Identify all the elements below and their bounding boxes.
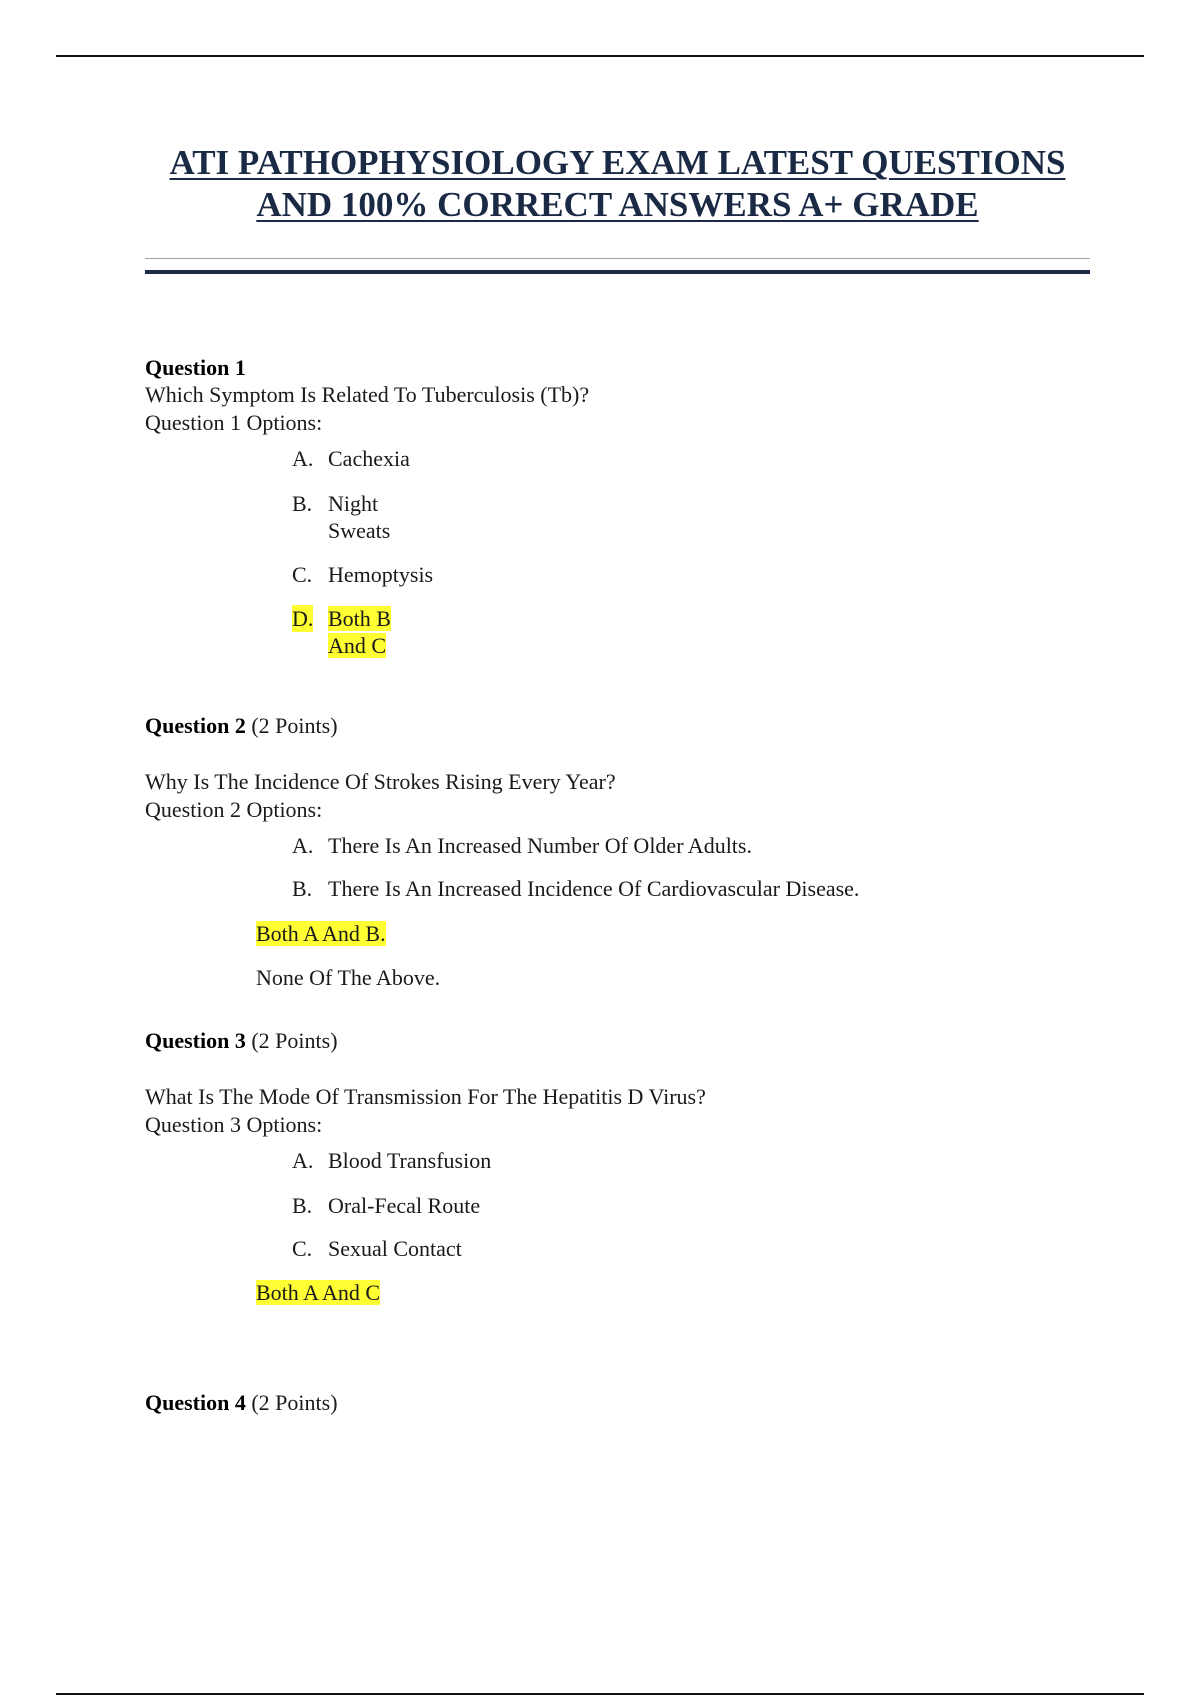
option-letter: B. [292,876,313,901]
option-letter: C. [292,562,313,587]
option-letter: D. [292,606,314,631]
document-title [145,142,1090,226]
option-text-line-2: And C [328,633,387,658]
title-line-1: ATI PATHOPHYSIOLOGY EXAM LATEST QUESTIONS [169,143,1066,182]
option-text: Both A And B. [256,921,386,946]
option-letter: A. [292,1148,314,1173]
option-text-line-1: Night [328,491,379,516]
question-3-options-label: Question 3 Options: [145,1112,323,1137]
option-letter: B. [292,491,313,516]
question-1-heading [145,354,246,381]
option-text [328,605,391,659]
option-text: Oral-Fecal Route [328,1193,481,1218]
question-3-heading [145,1027,338,1054]
title-line-2: AND 100% CORRECT ANSWERS A+ GRADE [256,185,979,224]
question-3-prompt: What Is The Mode Of Transmission For The Hepatitis D Virus? [145,1084,706,1109]
question-4-label: Question 4 [145,1390,246,1415]
question-2-option-none: None Of The Above. [256,965,441,990]
question-1-prompt: Which Symptom Is Related To Tuberculosis (Tb)? [145,382,590,407]
question-2-heading [145,712,338,739]
question-2-option-correct [256,920,386,947]
option-text: There Is An Increased Incidence Of Cardiovascular Disease. [328,876,860,901]
option-letter: A. [292,833,314,858]
option-text: Blood Transfusion [328,1148,492,1173]
option-text-line-2: Sweats [328,518,391,543]
question-3-label: Question 3 [145,1028,246,1053]
title-divider-thick [145,270,1090,274]
option-text [328,490,390,544]
question-3-option-correct [256,1279,380,1306]
option-text: Hemoptysis [328,562,434,587]
question-2-prompt: Why Is The Incidence Of Strokes Rising Every Year? [145,769,616,794]
option-letter: A. [292,446,314,471]
question-3-points: (2 Points) [251,1028,338,1053]
question-1-label: Question 1 [145,355,246,380]
option-text: Cachexia [328,446,410,471]
option-letter: C. [292,1236,313,1261]
title-divider-thin [145,258,1090,259]
option-text: Both A And C [256,1280,381,1305]
question-2-label: Question 2 [145,713,246,738]
option-text: Sexual Contact [328,1236,462,1261]
question-2-points: (2 Points) [251,713,338,738]
question-4-heading [145,1389,338,1416]
question-1-options-label: Question 1 Options: [145,410,323,435]
question-4-points: (2 Points) [251,1390,338,1415]
page-top-rule [56,55,1144,57]
page-bottom-rule [56,1693,1144,1695]
option-text-line-1: Both B [328,606,391,631]
option-letter: B. [292,1193,313,1218]
option-text: There Is An Increased Number Of Older Adults. [328,833,752,858]
question-2-options-label: Question 2 Options: [145,797,323,822]
